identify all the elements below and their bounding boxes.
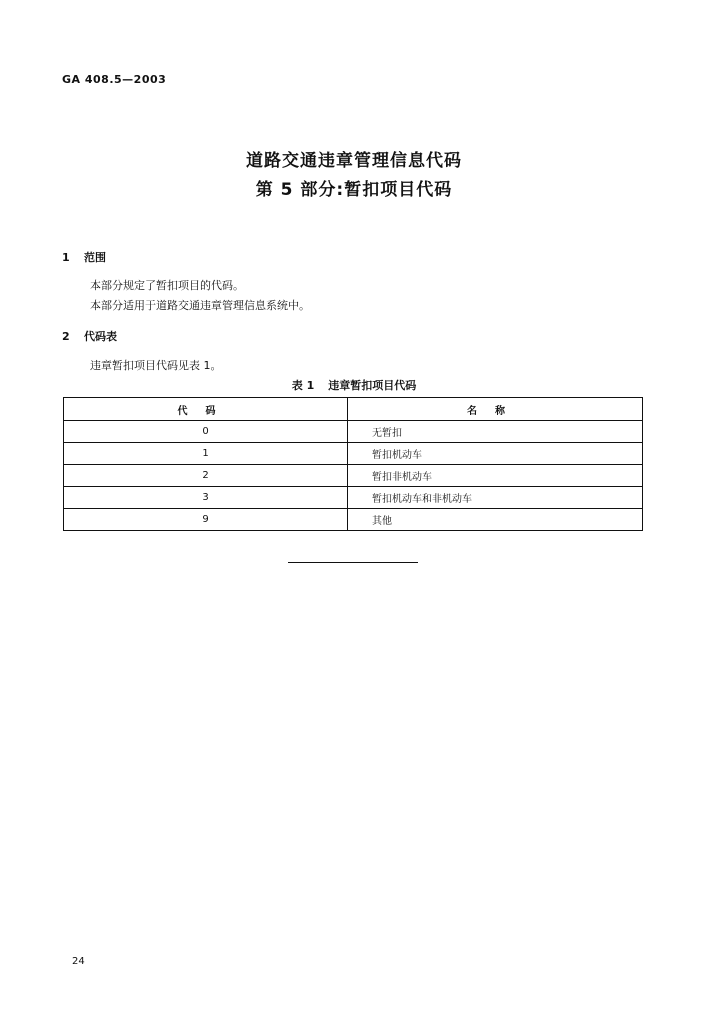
cell-code: 1 [64,443,348,465]
document-code: GA 408.5—2003 [62,73,167,86]
document-title: 道路交通违章管理信息代码 [246,151,462,171]
cell-name: 无暂扣 [348,421,643,443]
cell-name: 暂扣非机动车 [348,465,643,487]
column-header-name: 名称 [348,398,643,421]
paragraph: 本部分规定了暂扣项目的代码。 [90,279,244,292]
section-number: 1 [62,251,70,264]
table-row [64,487,643,509]
column-header-code: 代码 [64,398,348,421]
paragraph: 本部分适用于道路交通违章管理信息系统中。 [90,299,310,312]
cell-code: 0 [64,421,348,443]
table-row [64,465,643,487]
page-number: 24 [72,956,85,967]
cell-code: 3 [64,487,348,509]
section-title: 代码表 [84,330,117,343]
end-of-document-rule [288,562,418,563]
code-table [63,397,643,531]
table-caption-title: 违章暂扣项目代码 [328,379,417,392]
cell-code: 9 [64,509,348,531]
table-row [64,509,643,531]
cell-name: 暂扣机动车 [348,443,643,465]
section-heading-scope [62,249,106,265]
section-number: 2 [62,330,70,343]
table-row [64,443,643,465]
cell-name: 暂扣机动车和非机动车 [348,487,643,509]
cell-name: 其他 [348,509,643,531]
section-title: 范围 [84,251,106,264]
table-caption-label: 表 1 [291,379,315,392]
section-heading-code-table [62,328,117,344]
document-subtitle: 第 5 部分:暂扣项目代码 [255,180,453,200]
table-row [64,421,643,443]
table-header-row [64,398,643,421]
table-caption [0,377,708,393]
cell-code: 2 [64,465,348,487]
paragraph: 违章暂扣项目代码见表 1。 [90,359,222,372]
